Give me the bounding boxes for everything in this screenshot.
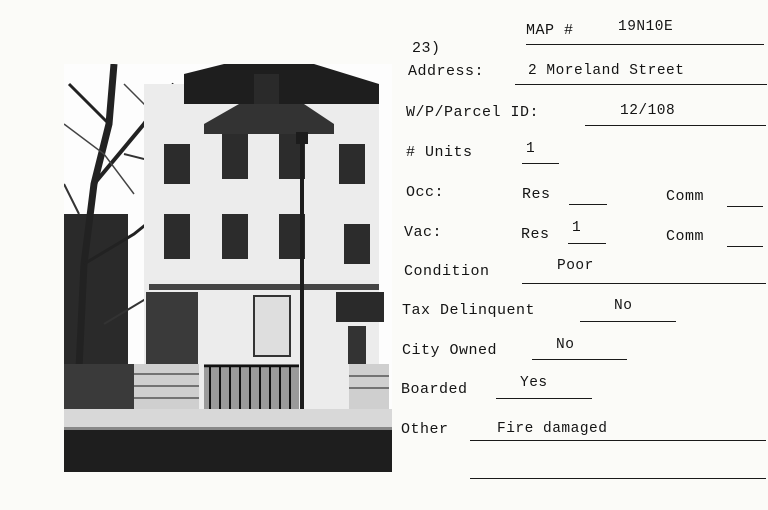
parcel-underline	[585, 125, 766, 126]
vac-comm-underline	[727, 246, 763, 247]
occ-res-label: Res	[522, 186, 551, 203]
units-label: # Units	[406, 144, 473, 161]
tax-delinquent-underline	[580, 321, 676, 322]
occ-label: Occ:	[406, 184, 445, 201]
parcel-label: W/P/Parcel ID:	[406, 104, 540, 121]
boarded-underline	[496, 398, 592, 399]
other-label: Other	[401, 421, 449, 438]
boarded-label: Boarded	[401, 381, 468, 398]
address-value: 2 Moreland Street	[528, 63, 685, 79]
address-underline	[515, 84, 767, 85]
city-owned-value: No	[556, 337, 575, 353]
parcel-value: 12/108	[620, 103, 676, 119]
occ-comm-label: Comm	[666, 188, 705, 205]
condition-label: Condition	[404, 263, 490, 280]
boarded-value: Yes	[520, 375, 548, 391]
rowhouse-photo-image	[64, 64, 392, 472]
tax-delinquent-value: No	[614, 298, 633, 314]
occ-res-underline	[569, 204, 607, 205]
condition-underline	[522, 283, 766, 284]
building-photo	[64, 64, 392, 472]
address-label: Address:	[408, 63, 485, 80]
vac-res-value: 1	[572, 220, 582, 236]
city-owned-underline	[532, 359, 627, 360]
map-value: 19N10E	[618, 19, 674, 35]
map-underline	[526, 44, 764, 45]
vac-label: Vac:	[404, 224, 443, 241]
city-owned-label: City Owned	[402, 342, 498, 359]
record-number: 23)	[412, 40, 441, 57]
other-value: Fire damaged	[497, 421, 608, 437]
other-underline	[470, 440, 766, 441]
occ-comm-underline	[727, 206, 763, 207]
units-value: 1	[526, 141, 536, 157]
map-label: MAP #	[526, 22, 574, 39]
units-underline	[522, 163, 559, 164]
vac-res-underline	[568, 243, 606, 244]
condition-value: Poor	[557, 258, 594, 274]
vac-res-label: Res	[521, 226, 550, 243]
vac-comm-label: Comm	[666, 228, 705, 245]
other-underline-2	[470, 478, 766, 479]
tax-delinquent-label: Tax Delinquent	[402, 302, 536, 319]
